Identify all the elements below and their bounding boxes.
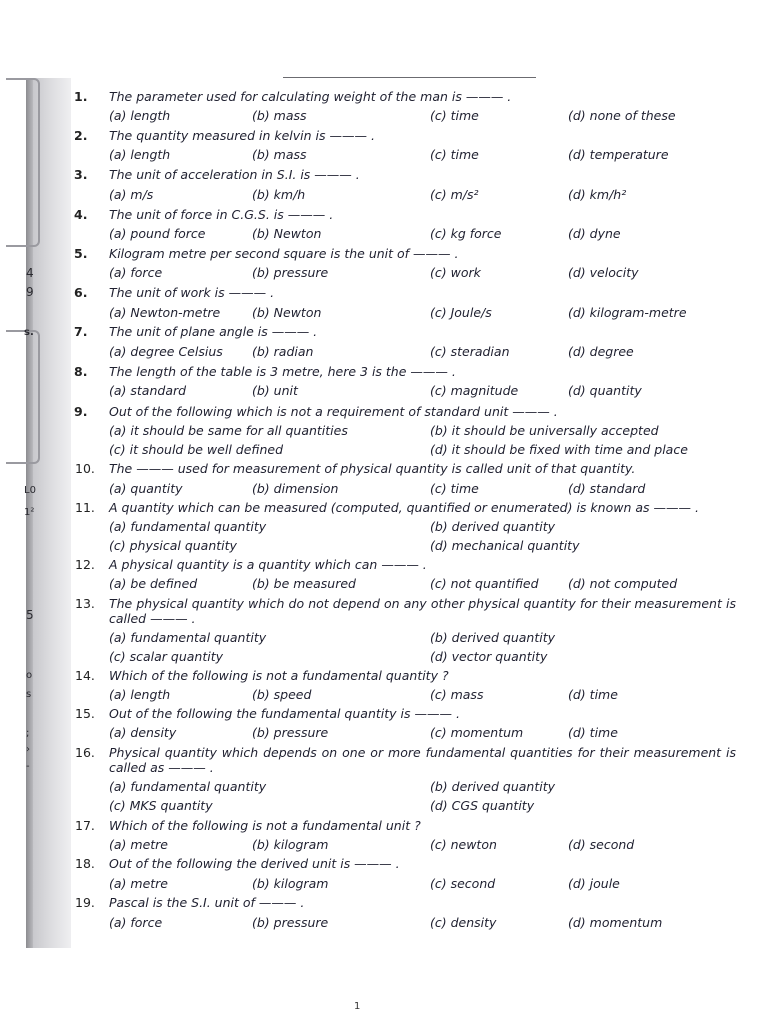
question-text: The unit of force in C.G.S. is ——— . <box>109 207 334 222</box>
answer-option: (c) scalar quantity <box>109 649 224 664</box>
answer-option: (d) standard <box>568 481 646 496</box>
answer-option: (d) not computed <box>568 576 678 591</box>
answer-option: (d) degree <box>568 344 634 359</box>
margin-glyph: 9 <box>26 285 34 299</box>
answer-option: (c) kg force <box>430 226 502 241</box>
question-number: 7. <box>74 324 88 339</box>
answer-option: (c) steradian <box>430 344 510 359</box>
answer-option: (a) degree Celsius <box>109 344 223 359</box>
answer-option: (a) m/s <box>109 187 154 202</box>
answer-option: (d) it should be fixed with time and place <box>430 442 688 457</box>
question-number: 3. <box>74 167 88 182</box>
answer-option: (d) kilogram-metre <box>568 305 687 320</box>
margin-glyph: s <box>26 689 32 700</box>
question-number: 12. <box>75 557 95 572</box>
answer-option: (b) derived quantity <box>430 779 556 794</box>
answer-option: (a) it should be same for all quantities <box>109 423 348 438</box>
answer-option: (d) momentum <box>568 915 663 930</box>
answer-option: (c) MKS quantity <box>109 798 213 813</box>
question-text: Kilogram metre per second square is the unit of ——— . <box>109 246 459 261</box>
answer-option: (c) physical quantity <box>109 538 237 553</box>
answer-option: (d) second <box>568 837 635 852</box>
answer-option: (a) length <box>109 687 171 702</box>
question-number: 16. <box>75 745 95 760</box>
answer-option: (c) time <box>430 147 479 162</box>
margin-glyph: L0 <box>24 485 36 496</box>
answer-option: (d) temperature <box>568 147 669 162</box>
question-text: Which of the following is not a fundamental quantity ? <box>109 668 449 683</box>
question-text: Pascal is the S.I. unit of ——— . <box>109 895 305 910</box>
margin-glyph: ; <box>26 728 30 739</box>
question-text: The ——— used for measurement of physical quantity is called unit of that quantity. <box>109 461 636 476</box>
answer-option: (b) derived quantity <box>430 630 556 645</box>
answer-option: (d) mechanical quantity <box>430 538 580 553</box>
question-number: 18. <box>75 856 95 871</box>
page-number: 1 <box>354 1001 361 1012</box>
answer-option: (a) length <box>109 108 171 123</box>
margin-glyph: s. <box>24 327 34 338</box>
answer-option: (c) not quantified <box>430 576 539 591</box>
answer-option: (d) km/h² <box>568 187 627 202</box>
answer-option: (c) Joule/s <box>430 305 492 320</box>
answer-option: (b) be measured <box>252 576 356 591</box>
answer-option: (a) metre <box>109 837 168 852</box>
question-text: The unit of plane angle is ——— . <box>109 324 318 339</box>
answer-option: (a) be defined <box>109 576 198 591</box>
question-number: 11. <box>75 500 95 515</box>
answer-option: (c) second <box>430 876 496 891</box>
answer-option: (c) mass <box>430 687 484 702</box>
answer-option: (c) time <box>430 108 479 123</box>
question-text: A quantity which can be measured (computed, quantified or enumerated) is known as ——— . <box>109 500 699 515</box>
answer-option: (b) it should be universally accepted <box>430 423 659 438</box>
margin-glyph: 1² <box>24 507 35 518</box>
question-number: 4. <box>74 207 88 222</box>
question-text: Out of the following which is not a requirement of standard unit ——— . <box>109 404 558 419</box>
answer-option: (a) force <box>109 915 163 930</box>
answer-option: (b) radian <box>252 344 314 359</box>
answer-option: (a) fundamental quantity <box>109 630 267 645</box>
answer-option: (c) work <box>430 265 481 280</box>
answer-option: (b) speed <box>252 687 312 702</box>
answer-option: (a) fundamental quantity <box>109 779 267 794</box>
question-number: 15. <box>75 706 95 721</box>
question-number: 17. <box>75 818 95 833</box>
margin-glyph: › <box>26 744 30 755</box>
answer-option: (c) m/s² <box>430 187 479 202</box>
margin-glyph: 4 <box>26 266 34 280</box>
answer-option: (b) derived quantity <box>430 519 556 534</box>
question-text: The unit of acceleration in S.I. is ——— . <box>109 167 360 182</box>
question-number: 2. <box>74 128 88 143</box>
question-text: The parameter used for calculating weight of the man is ——— . <box>109 89 512 104</box>
answer-option: (a) pound force <box>109 226 206 241</box>
question-text: Out of the following the fundamental quantity is ——— . <box>109 706 460 721</box>
answer-option: (d) CGS quantity <box>430 798 535 813</box>
answer-option: (b) unit <box>252 383 298 398</box>
answer-option: (a) density <box>109 725 177 740</box>
question-number: 19. <box>75 895 95 910</box>
question-text: Physical quantity which depends on one or more fundamental quantities for their measurement is called as ——— . <box>109 745 736 775</box>
answer-option: (a) force <box>109 265 163 280</box>
answer-option: (a) length <box>109 147 171 162</box>
question-text: A physical quantity is a quantity which can ——— . <box>109 557 427 572</box>
answer-option: (b) mass <box>252 108 307 123</box>
answer-option: (d) dyne <box>568 226 621 241</box>
answer-option: (b) km/h <box>252 187 306 202</box>
answer-option: (d) time <box>568 725 618 740</box>
question-number: 5. <box>74 246 88 261</box>
margin-glyph: - <box>26 761 30 772</box>
answer-option: (a) standard <box>109 383 187 398</box>
question-text: The quantity measured in kelvin is ——— . <box>109 128 375 143</box>
answer-option: (a) quantity <box>109 481 183 496</box>
margin-glyph: o <box>26 670 33 681</box>
answer-option: (b) pressure <box>252 915 329 930</box>
answer-option: (c) density <box>430 915 497 930</box>
answer-option: (a) fundamental quantity <box>109 519 267 534</box>
answer-option: (c) time <box>430 481 479 496</box>
answer-option: (c) it should be well defined <box>109 442 284 457</box>
answer-option: (d) velocity <box>568 265 639 280</box>
answer-option: (b) kilogram <box>252 837 329 852</box>
question-number: 14. <box>75 668 95 683</box>
answer-option: (d) vector quantity <box>430 649 548 664</box>
margin-glyph: 5 <box>26 608 34 622</box>
question-text: The length of the table is 3 metre, here 3 is the ——— . <box>109 364 456 379</box>
question-number: 13. <box>75 596 95 611</box>
answer-option: (d) time <box>568 687 618 702</box>
answer-option: (b) dimension <box>252 481 339 496</box>
question-text: The physical quantity which do not depend on any other physical quantity for their measurement is called ——— . <box>109 596 736 626</box>
answer-option: (a) metre <box>109 876 168 891</box>
question-number: 8. <box>74 364 88 379</box>
answer-option: (c) newton <box>430 837 497 852</box>
question-number: 10. <box>75 461 95 476</box>
answer-option: (b) Newton <box>252 305 322 320</box>
answer-option: (b) pressure <box>252 265 329 280</box>
question-number: 6. <box>74 285 88 300</box>
question-number: 1. <box>74 89 88 104</box>
answer-option: (b) Newton <box>252 226 322 241</box>
question-text: Out of the following the derived unit is ——— . <box>109 856 400 871</box>
question-text: The unit of work is ——— . <box>109 285 275 300</box>
question-number: 9. <box>74 404 88 419</box>
answer-option: (b) pressure <box>252 725 329 740</box>
answer-option: (a) Newton-metre <box>109 305 221 320</box>
answer-option: (b) kilogram <box>252 876 329 891</box>
answer-option: (b) mass <box>252 147 307 162</box>
answer-option: (c) momentum <box>430 725 524 740</box>
answer-option: (c) magnitude <box>430 383 519 398</box>
question-text: Which of the following is not a fundamental unit ? <box>109 818 421 833</box>
answer-option: (d) quantity <box>568 383 642 398</box>
answer-option: (d) none of these <box>568 108 676 123</box>
answer-option: (d) joule <box>568 876 620 891</box>
